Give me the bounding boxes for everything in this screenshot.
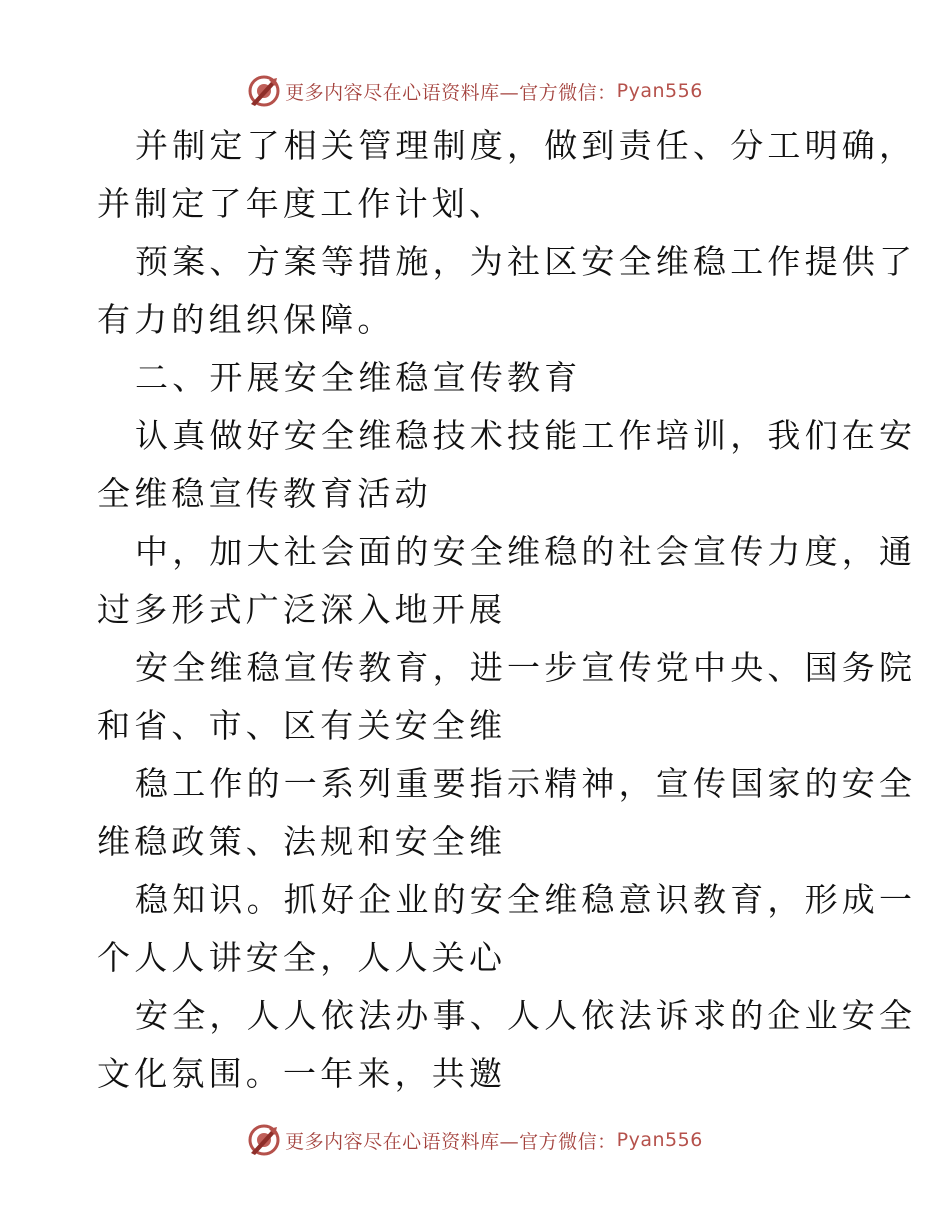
text-line: 和省、市、区有关安全维 <box>97 706 507 745</box>
text-line: 全维稳宣传教育活动 <box>97 474 432 513</box>
footer-watermark <box>0 1120 950 1160</box>
paragraph <box>97 755 917 871</box>
paragraph <box>97 407 917 523</box>
text-line: 维稳政策、法规和安全维 <box>97 822 507 861</box>
watermark-text: 更多内容尽在心语资料库—官方微信： <box>285 1130 617 1153</box>
text-line: 预案、方案等措施，为社区安全维稳工作提供了 <box>135 242 917 281</box>
text-line: 稳工作的一系列重要指示精神，宣传国家的安全 <box>135 764 917 803</box>
text-line: 安全，人人依法办事、人人依法诉求的企业安全 <box>135 996 917 1035</box>
watermark-handle: Pyan556 <box>616 1129 703 1151</box>
heading-text: 二、开展安全维稳宣传教育 <box>135 358 582 397</box>
watermark-text: 更多内容尽在心语资料库—官方微信： <box>285 81 617 104</box>
paragraph <box>97 987 917 1103</box>
paragraph <box>97 117 917 233</box>
watermark-handle: Pyan556 <box>616 80 703 102</box>
paragraph <box>97 639 917 755</box>
text-line: 并制定了相关管理制度，做到责任、分工明确， <box>135 126 917 165</box>
quill-logo-icon <box>247 1123 281 1157</box>
document-body <box>97 117 917 1103</box>
header-watermark <box>0 71 950 111</box>
text-line: 安全维稳宣传教育，进一步宣传党中央、国务院 <box>135 648 917 687</box>
paragraph <box>97 233 917 349</box>
text-line: 文化氛围。一年来，共邀 <box>97 1054 507 1093</box>
quill-logo-icon <box>247 74 281 108</box>
paragraph <box>97 523 917 639</box>
text-line: 过多形式广泛深入地开展 <box>97 590 507 629</box>
text-line: 中，加大社会面的安全维稳的社会宣传力度，通 <box>135 532 917 571</box>
text-line: 并制定了年度工作计划、 <box>97 184 507 223</box>
text-line: 个人人讲安全，人人关心 <box>97 938 507 977</box>
text-line: 有力的组织保障。 <box>97 300 395 339</box>
text-line: 稳知识。抓好企业的安全维稳意识教育，形成一 <box>135 880 917 919</box>
paragraph <box>97 871 917 987</box>
section-heading <box>97 349 857 407</box>
text-line: 认真做好安全维稳技术技能工作培训，我们在安 <box>135 416 917 455</box>
